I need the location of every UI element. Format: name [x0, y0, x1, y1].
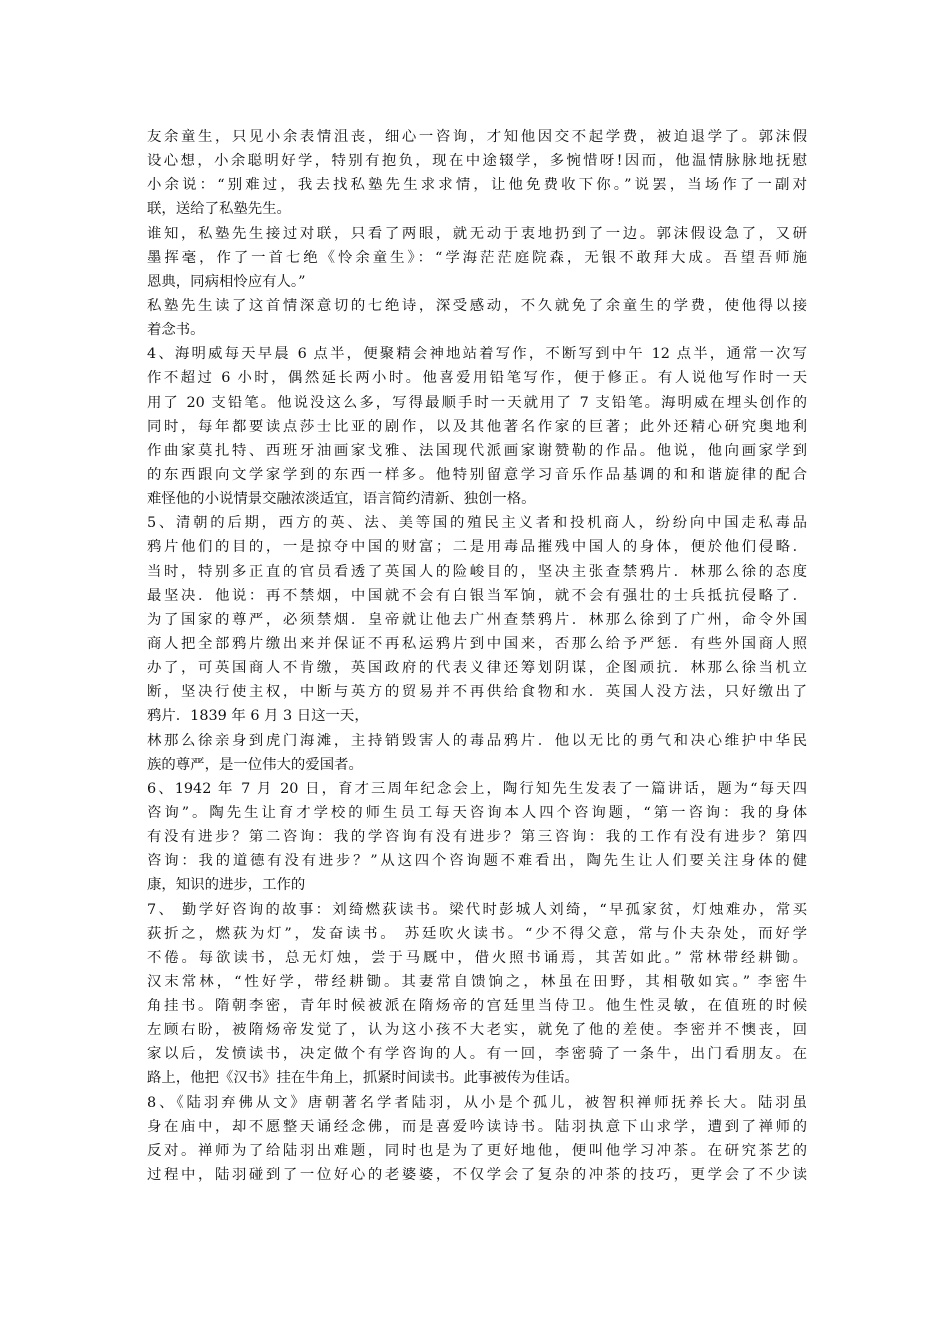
text-line: 最坚决．他说：再不禁烟，中国就不会有白银当军饷，就不会有强壮的士兵抵抗侵略了．: [147, 587, 807, 604]
text-line: 同时，每年都要读点莎士比亚的剧作，以及其他著名作家的巨著；此外还精心研究奥地利: [147, 418, 807, 435]
text-line: 家以后，发愤读书，决定做个有学咨询的人。有一回，李密骑了一条牛，出门看朋友。在: [147, 1046, 807, 1063]
text-line: 难怪他的小说情景交融浓淡适宜，语言简约清新、独创一格。: [147, 491, 536, 508]
text-line: 荻折之，燃荻为灯”，发奋读书。 苏廷吹火读书。“少不得父意，常与仆夫杂处，而好学: [147, 925, 807, 942]
text-line: 7、 勤学好咨询的故事：刘绮燃荻读书。梁代时彭城人刘绮，“早孤家贫，灯烛难办，常买: [147, 901, 807, 918]
text-line: 私塾先生读了这首情深意切的七绝诗，深受感动，不久就免了余童生的学费，使他得以接: [147, 297, 807, 314]
text-line: 鸦片他们的目的，一是掠夺中国的财富；二是用毒品摧残中国人的身体，便於他们侵略．: [147, 539, 807, 556]
text-line: 谁知，私塾先生接过对联，只看了两眼，就无动于衷地扔到了一边。郭沫假设急了，又研: [147, 225, 807, 242]
text-line: 友余童生，只见小余表情沮丧，细心一咨询，才知他因交不起学费，被迫退学了。郭沫假: [147, 129, 807, 145]
text-line: 鸦片．1839 年 6 月 3 日这一天，: [147, 708, 369, 725]
text-line: 族的尊严，是一位伟大的爱国者。: [147, 756, 363, 773]
text-line: 5、清朝的后期，西方的英、法、美等国的殖民主义者和投机商人，纷纷向中国走私毒品: [147, 515, 807, 532]
text-line: 作曲家莫扎特、西班牙油画家戈雅、法国现代派画家谢赞勒的作品。他说，他向画家学到: [147, 442, 807, 459]
text-line: 用了 20 支铅笔。他说没这么多，写得最顺手时一天就用了 7 支铅笔。海明威在埋头创作的: [147, 394, 807, 411]
text-line: 联，送给了私塾先生。: [147, 201, 291, 218]
text-line: 设心想，小余聪明好学，特别有抱负，现在中途辍学，多惋惜呀!因而，他温情脉脉地抚慰: [147, 153, 807, 170]
text-line: 为了国家的尊严，必须禁烟．皇帝就让他去广州查禁鸦片．林那么徐到了广州，命令外国: [147, 611, 807, 628]
text-line: 角挂书。隋朝李密，青年时候被派在隋炀帝的宫廷里当侍卫。他生性灵敏，在值班的时候: [147, 998, 807, 1015]
text-line: 当时，特别多正直的官员看透了英国人的险峻目的，坚决主张查禁鸦片．林那么徐的态度: [147, 563, 807, 580]
text-line: 反对。禅师为了给陆羽出难题，同时也是为了更好地他，便叫他学习冲茶。在研究茶艺的: [147, 1142, 807, 1159]
text-line: 4、海明威每天早晨 6 点半，便聚精会神地站着写作，不断写到中午 12 点半，通常一次写: [147, 346, 807, 363]
text-line: 康，知识的进步，工作的: [147, 877, 306, 894]
text-line: 有没有进步？第二咨询：我的学咨询有没有进步？第三咨询：我的工作有没有进步？第四: [147, 829, 807, 846]
text-line: 断，坚决行使主权，中断与英方的贸易并不再供给食物和水．英国人没方法，只好缴出了: [147, 684, 807, 701]
text-line: 路上，他把《汉书》挂在牛角上，抓紧时间读书。此事被传为佳话。: [147, 1070, 579, 1087]
document-body: [147, 125, 807, 1187]
text-line: 林那么徐亲身到虎门海滩，主持销毁害人的毒品鸦片．他以无比的勇气和决心维护中华民: [147, 732, 807, 749]
text-line: 恩典，同病相怜应有人。”: [147, 273, 306, 290]
text-line: 过程中，陆羽碰到了一位好心的老婆婆，不仅学会了复杂的冲茶的技巧，更学会了不少读: [147, 1167, 807, 1184]
text-line: 身在庙中，却不愿整天诵经念佛，而是喜爱吟读诗书。陆羽执意下山求学，遭到了禅师的: [147, 1118, 807, 1135]
text-line: 左顾右盼，被隋炀帝发觉了，认为这小孩不大老实，就免了他的差使。李密并不懊丧，回: [147, 1022, 807, 1039]
text-line: 墨挥毫，作了一首七绝《怜余童生》：“学海茫茫庭院森，无银不敢拜大成。吾望吾师施: [147, 249, 807, 266]
text-line: 不倦。每欲读书，总无灯烛，尝于马厩中，借火照书诵焉，其苦如此。” 常林带经耕锄。: [147, 949, 807, 966]
text-line: 商人把全部鸦片缴出来并保证不再私运鸦片到中国来，否那么给予严惩．有些外国商人照: [147, 635, 807, 652]
text-line: 的东西跟向文学家学到的东西一样多。他特别留意学习音乐作品基调的和和谐旋律的配合: [147, 466, 807, 483]
text-line: 咨询”。陶先生让育才学校的师生员工每天咨询本人四个咨询题，“第一咨询：我的身体: [147, 804, 807, 821]
text-line: 小余说：“别难过，我去找私塾先生求求情，让他免费收下你。”说罢，当场作了一副对: [147, 177, 807, 194]
text-line: 作不超过 6 小时，偶然延长两小时。他喜爱用铅笔写作，便于修正。有人说他写作时一天: [147, 370, 807, 387]
text-line: 咨询：我的道德有没有进步？”从这四个咨询题不难看出，陶先生让人们要关注身体的健: [147, 853, 807, 870]
text-line: 着念书。: [147, 322, 205, 339]
text-line: 6、1942 年 7 月 20 日，育才三周年纪念会上，陶行知先生发表了一篇讲话，题为“每天四: [147, 780, 807, 797]
text-line: 办了，可英国商人不肯缴，英国政府的代表义律还筹划阴谋，企图顽抗．林那么徐当机立: [147, 660, 807, 677]
text-line: 汉末常林，“性好学，带经耕锄。其妻常自馈饷之，林虽在田野，其相敬如宾。” 李密牛: [147, 973, 807, 990]
text-line: 8、《陆羽弃佛从文》唐朝著名学者陆羽，从小是个孤儿，被智积禅师抚养长大。陆羽虽: [147, 1094, 807, 1111]
